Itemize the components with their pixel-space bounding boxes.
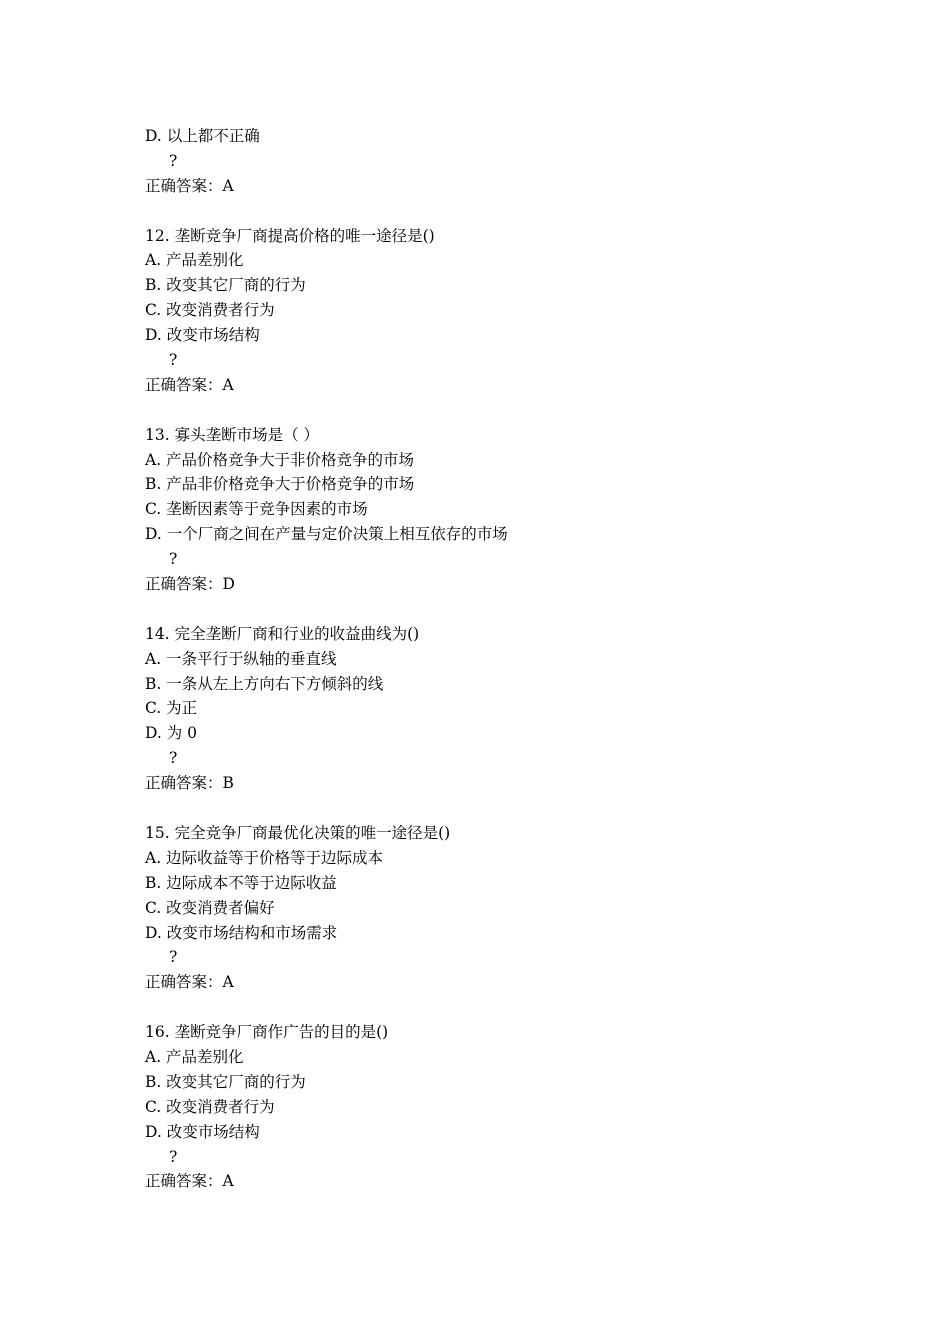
option-a: A. 产品价格竞争大于非价格竞争的市场 (145, 450, 415, 469)
option-d: D. 改变市场结构 (145, 326, 260, 345)
question-fragment-11 (145, 124, 845, 199)
correct-answer: 正确答案：B (145, 774, 234, 793)
question-mark: ? (169, 749, 178, 768)
option-c: C. 为正 (145, 699, 198, 718)
option-c: C. 垄断因素等于竞争因素的市场 (145, 500, 368, 519)
spacer (145, 597, 845, 622)
question-mark: ? (169, 1147, 178, 1166)
option-b: B. 边际成本不等于边际收益 (145, 873, 337, 892)
spacer (145, 995, 845, 1020)
question-14 (145, 622, 845, 796)
option-c: C. 改变消费者行为 (145, 1097, 275, 1116)
question-mark: ? (169, 550, 178, 569)
option-a: A. 产品差别化 (145, 1047, 244, 1066)
question-title: 12. 垄断竞争厂商提高价格的唯一途径是() (145, 226, 435, 245)
option-d: D. 改变市场结构和市场需求 (145, 923, 338, 942)
question-13 (145, 423, 845, 597)
option-b: B. 改变其它厂商的行为 (145, 276, 306, 295)
correct-answer: 正确答案：A (145, 375, 234, 394)
option-a: A. 一条平行于纵轴的垂直线 (145, 649, 337, 668)
option-a: A. 产品差别化 (145, 251, 244, 270)
option-d: D. 以上都不正确 (145, 127, 260, 145)
question-15 (145, 821, 845, 995)
option-d: D. 改变市场结构 (145, 1122, 260, 1141)
correct-answer: 正确答案：D (145, 575, 235, 594)
spacer (145, 199, 845, 224)
document-page (145, 124, 845, 1194)
option-b: B. 产品非价格竞争大于价格竞争的市场 (145, 475, 415, 494)
option-b: B. 一条从左上方向右下方倾斜的线 (145, 674, 384, 693)
question-12 (145, 224, 845, 398)
question-mark: ? (169, 948, 178, 967)
question-title: 16. 垄断竞争厂商作广告的目的是() (145, 1023, 389, 1042)
option-d: D. 为 0 (145, 724, 198, 743)
question-title: 13. 寡头垄断市场是（ ） (145, 425, 320, 444)
question-16 (145, 1020, 845, 1194)
option-b: B. 改变其它厂商的行为 (145, 1072, 306, 1091)
correct-answer: 正确答案：A (145, 973, 234, 992)
option-c: C. 改变消费者行为 (145, 301, 275, 320)
question-mark: ? (169, 151, 178, 170)
question-mark: ? (169, 351, 178, 370)
option-c: C. 改变消费者偏好 (145, 898, 275, 917)
spacer (145, 398, 845, 423)
correct-answer: 正确答案：A (145, 176, 234, 195)
option-a: A. 边际收益等于价格等于边际成本 (145, 848, 384, 867)
option-d: D. 一个厂商之间在产量与定价决策上相互依存的市场 (145, 525, 508, 544)
question-title: 15. 完全竞争厂商最优化决策的唯一途径是() (145, 823, 451, 842)
question-title: 14. 完全垄断厂商和行业的收益曲线为() (145, 624, 420, 643)
spacer (145, 796, 845, 821)
correct-answer: 正确答案：A (145, 1172, 234, 1191)
